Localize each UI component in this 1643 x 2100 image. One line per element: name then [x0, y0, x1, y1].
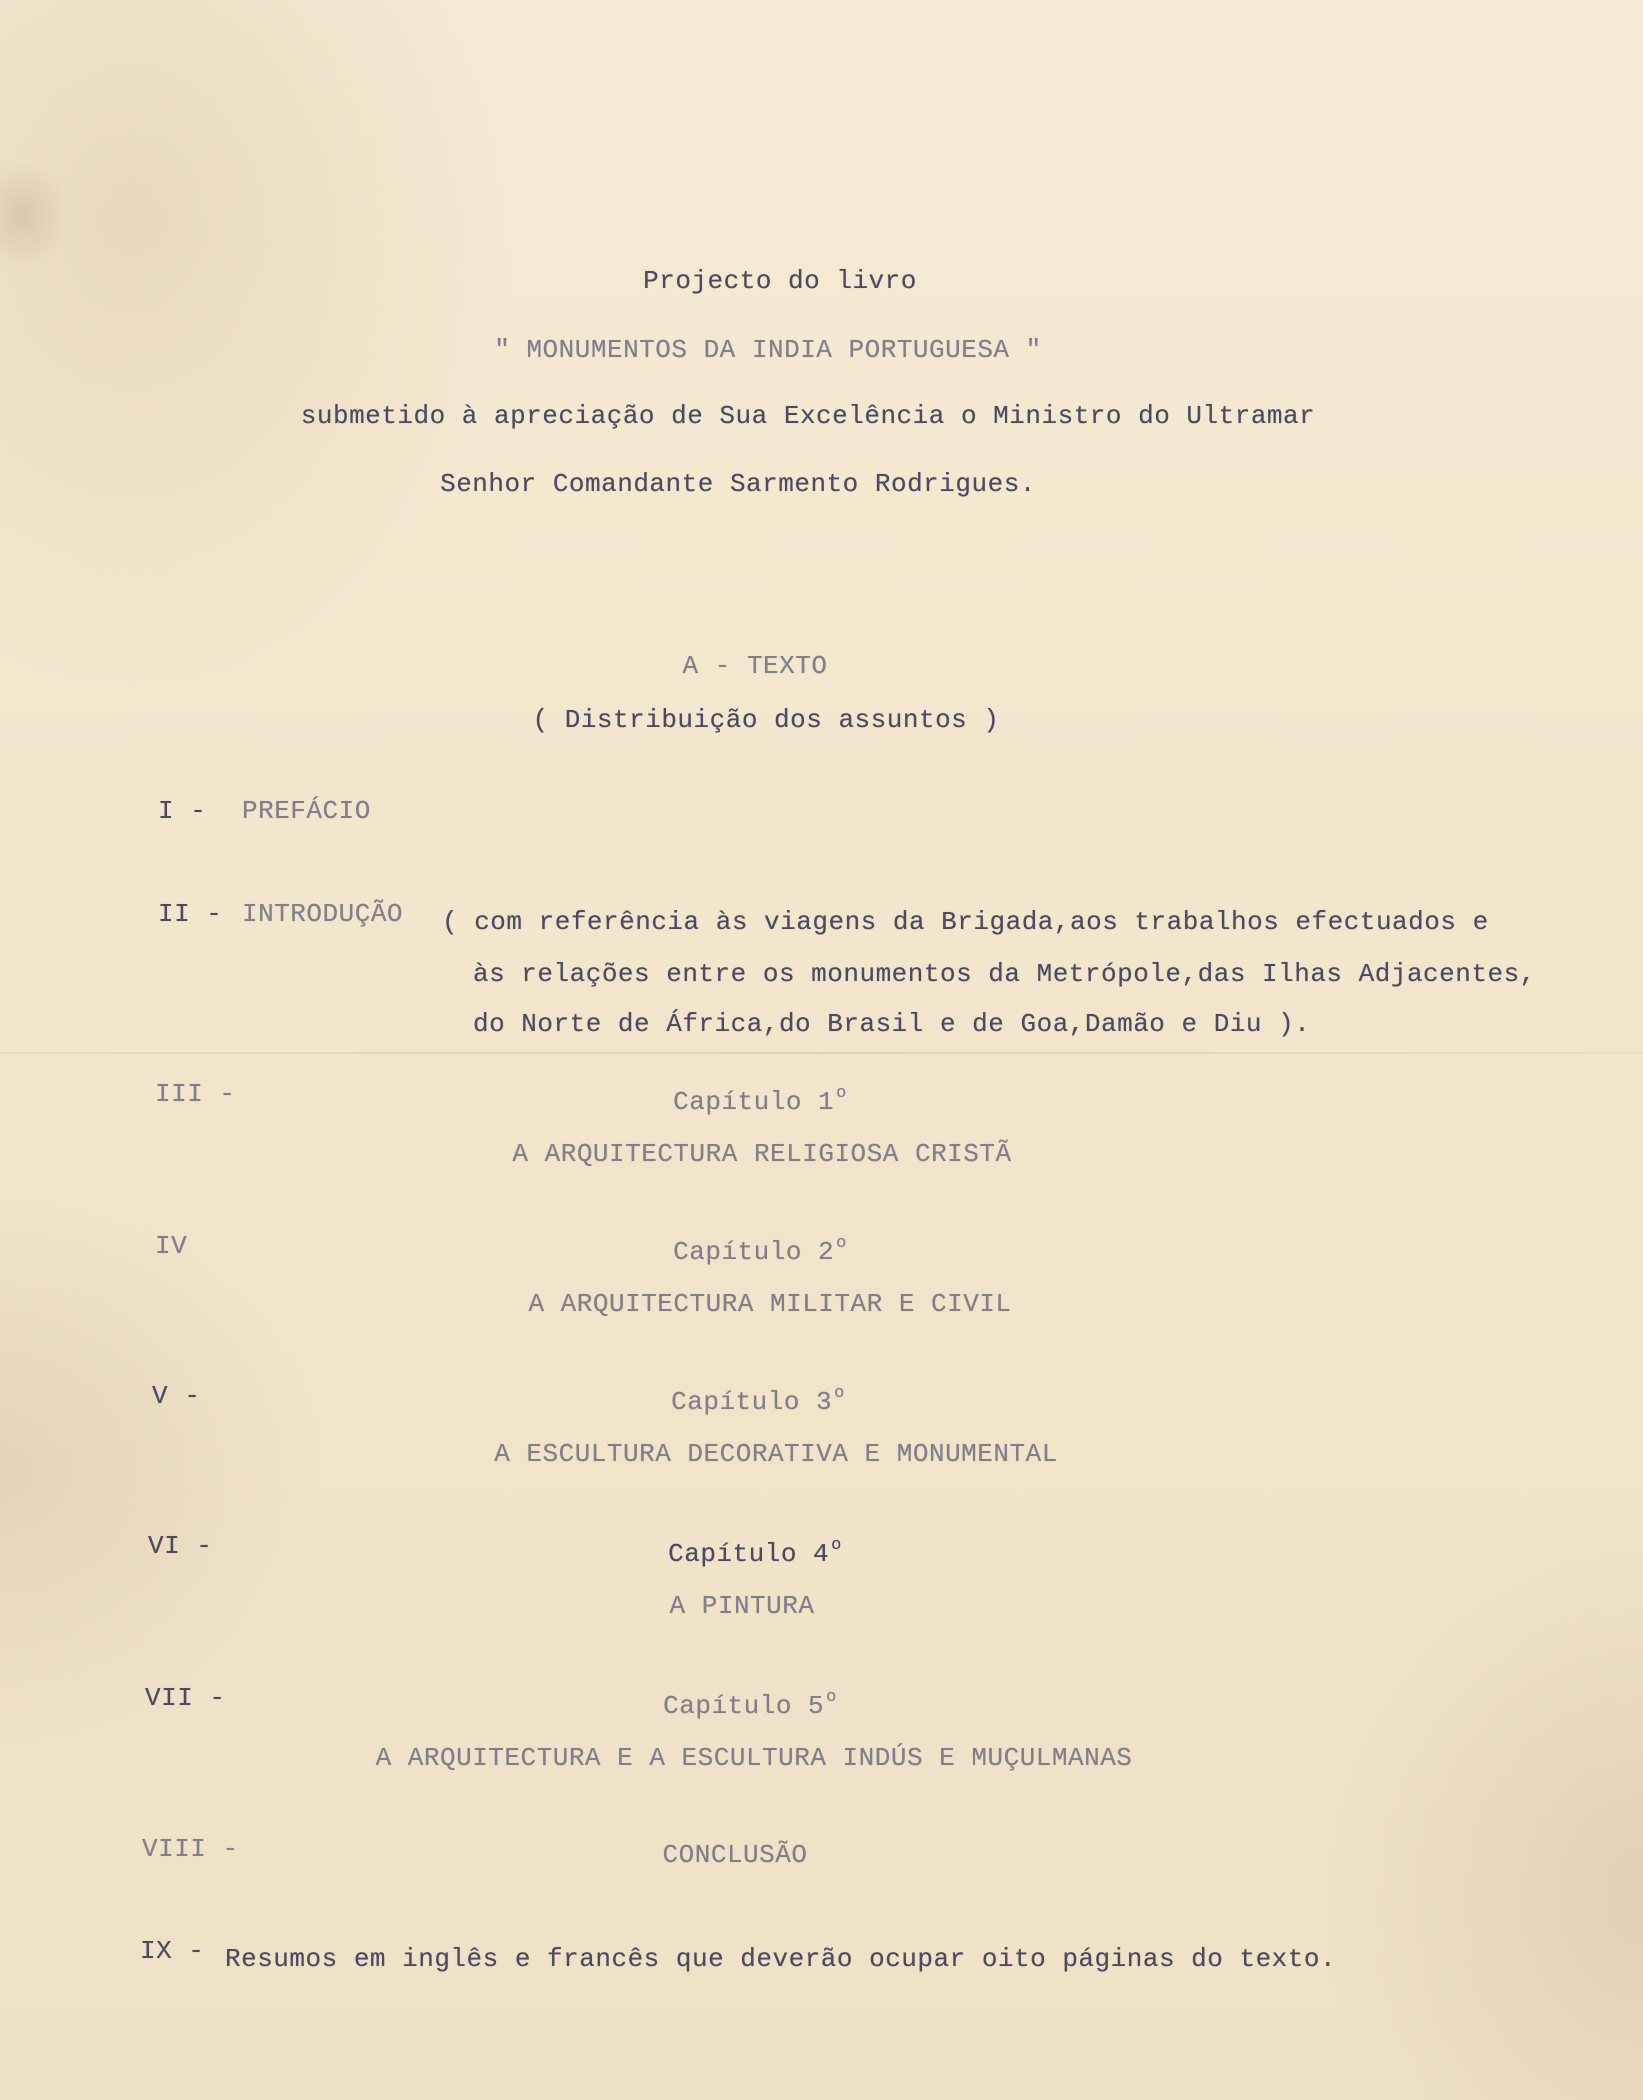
item-number-vi: VI -	[148, 1531, 213, 1561]
chapter-5-text: Capítulo 5	[663, 1691, 825, 1721]
item-text-resumos: Resumos em inglês e francês que deverão ocupar oito páginas do texto.	[225, 1944, 1337, 1974]
introducao-note-line-2: às relações entre os monumentos da Metrópole,das Ilhas Adjacentes,	[473, 959, 1536, 989]
chapter-1-text: Capítulo 1	[673, 1087, 835, 1117]
item-text-prefacio: PREFÁCIO	[242, 796, 371, 826]
book-title: " MONUMENTOS DA INDIA PORTUGUESA "	[494, 335, 1042, 365]
chapter-2-ordinal: o	[836, 1234, 847, 1253]
chapter-4-title: A PINTURA	[669, 1591, 815, 1621]
chapter-5-title: A ARQUITECTURA E A ESCULTURA INDÚS E MUÇULMANAS	[375, 1743, 1133, 1773]
paper-stain	[0, 160, 70, 270]
item-number-vii: VII -	[145, 1683, 226, 1713]
header-line-4: Senhor Comandante Sarmento Rodrigues.	[440, 469, 1036, 499]
chapter-1-title: A ARQUITECTURA RELIGIOSA CRISTÃ	[512, 1139, 1012, 1169]
chapter-2-label	[673, 1236, 847, 1272]
item-number-viii: VIII -	[142, 1834, 239, 1864]
chapter-1-ordinal: o	[836, 1084, 847, 1103]
header-line-3: submetido à apreciação de Sua Excelência o Ministro do Ultramar	[300, 401, 1316, 431]
item-number-iii: III -	[155, 1079, 236, 1109]
item-number-i: I -	[158, 796, 207, 826]
item-text-conclusao: CONCLUSÃO	[662, 1840, 808, 1870]
chapter-3-text: Capítulo 3	[671, 1387, 833, 1417]
chapter-2-text: Capítulo 2	[673, 1237, 835, 1267]
item-number-iv: IV	[155, 1231, 188, 1261]
chapter-4-label	[668, 1538, 842, 1574]
section-title: A - TEXTO	[682, 651, 828, 681]
item-text-introducao: INTRODUÇÃO	[242, 899, 404, 929]
chapter-4-text: Capítulo 4	[668, 1539, 830, 1569]
chapter-2-title: A ARQUITECTURA MILITAR E CIVIL	[528, 1289, 1012, 1319]
item-number-ii: II -	[158, 899, 223, 929]
chapter-3-label	[671, 1386, 845, 1422]
section-subtitle: ( Distribuição dos assuntos )	[532, 705, 1000, 735]
item-number-ix: IX -	[140, 1936, 205, 1966]
chapter-3-ordinal: o	[834, 1384, 845, 1403]
chapter-3-title: A ESCULTURA DECORATIVA E MONUMENTAL	[494, 1439, 1058, 1469]
chapter-1-label	[673, 1086, 847, 1122]
chapter-4-ordinal: o	[831, 1536, 842, 1555]
chapter-5-ordinal: o	[826, 1688, 837, 1707]
introducao-note-line-1: ( com referência às viagens da Brigada,aos trabalhos efectuados e	[442, 907, 1489, 937]
introducao-note-line-3: do Norte de África,do Brasil e de Goa,Damão e Diu ).	[473, 1009, 1311, 1039]
item-number-v: V -	[152, 1381, 201, 1411]
chapter-5-label	[663, 1690, 837, 1726]
header-line-1: Projecto do livro	[643, 266, 917, 296]
paper-fold-line	[0, 1052, 1643, 1054]
